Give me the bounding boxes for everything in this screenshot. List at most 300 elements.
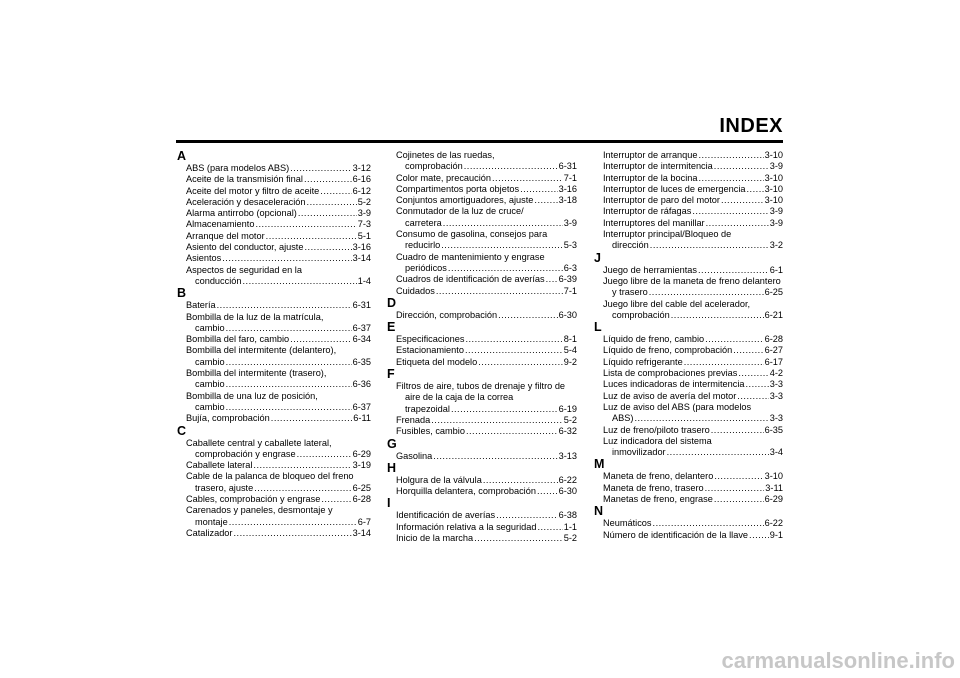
dot-leader bbox=[699, 173, 764, 184]
index-entry-page: 6-11 bbox=[353, 413, 371, 424]
index-entry-term: Asiento del conductor, ajuste bbox=[186, 242, 304, 253]
index-entry-heading: Bombilla del intermitente (delantero), bbox=[186, 345, 337, 356]
index-entry-term: ABS) bbox=[612, 413, 634, 424]
dot-leader bbox=[478, 357, 563, 368]
index-entry bbox=[177, 197, 371, 208]
index-entry-term: Caballete lateral bbox=[186, 460, 253, 471]
dot-leader bbox=[297, 449, 352, 460]
index-entry bbox=[594, 150, 783, 161]
index-entry-page: 6-19 bbox=[558, 403, 577, 414]
index-entry bbox=[387, 184, 577, 195]
index-entry bbox=[594, 310, 783, 321]
index-entry-term: Luces indicadoras de intermitencia bbox=[603, 379, 745, 390]
dot-leader bbox=[738, 368, 768, 379]
index-entry bbox=[387, 173, 577, 184]
index-entry-page: 6-36 bbox=[352, 379, 371, 390]
index-entry-heading: Luz indicadora del sistema bbox=[603, 435, 712, 446]
dot-leader bbox=[698, 265, 769, 276]
index-entry-page: 3-14 bbox=[352, 527, 371, 538]
dot-leader bbox=[451, 404, 558, 415]
index-entry-term: Interruptor de la bocina bbox=[603, 172, 698, 183]
index-entry bbox=[387, 451, 577, 462]
index-entry bbox=[387, 274, 577, 285]
dot-leader bbox=[737, 391, 768, 402]
index-entry-page: 6-28 bbox=[352, 494, 371, 505]
index-entry-page: 4-2 bbox=[769, 368, 783, 379]
index-entry-term: Dirección, comprobación bbox=[396, 309, 498, 320]
index-section-letter: J bbox=[594, 250, 601, 265]
index-entry-page: 3-9 bbox=[769, 206, 783, 217]
index-entry bbox=[594, 379, 783, 390]
index-entry bbox=[177, 186, 371, 197]
dot-leader bbox=[706, 218, 769, 229]
index-entry-page: 3-3 bbox=[769, 379, 783, 390]
dot-leader bbox=[496, 510, 558, 521]
index-entry bbox=[594, 265, 783, 276]
index-entry-term: Manetas de freno, engrase bbox=[603, 494, 713, 505]
index-section-letter: C bbox=[177, 423, 187, 438]
index-entry-page: 5-2 bbox=[563, 533, 577, 544]
index-entry-page: 6-12 bbox=[352, 185, 371, 196]
index-entry bbox=[387, 522, 577, 533]
dot-leader bbox=[714, 494, 764, 505]
dot-leader bbox=[483, 475, 558, 486]
index-entry bbox=[177, 402, 371, 413]
dot-leader bbox=[290, 163, 351, 174]
index-entry-page: 6-32 bbox=[558, 426, 577, 437]
index-entry-heading: Interruptor principal/Bloqueo de bbox=[603, 229, 732, 240]
index-entry bbox=[177, 494, 371, 505]
dot-leader bbox=[448, 263, 563, 274]
index-entry-term: Interruptores del manillar bbox=[603, 217, 705, 228]
index-entry-page: 6-31 bbox=[352, 300, 371, 311]
index-entry bbox=[594, 368, 783, 379]
index-entry bbox=[177, 323, 371, 334]
dot-leader bbox=[443, 218, 563, 229]
index-entry-page: 6-30 bbox=[558, 309, 577, 320]
index-entry-page: 3-2 bbox=[769, 240, 783, 251]
index-section-letter: H bbox=[387, 460, 397, 475]
index-section-letter: N bbox=[594, 504, 604, 519]
index-entry-page: 6-34 bbox=[352, 334, 371, 345]
index-entry bbox=[594, 184, 783, 195]
index-entry bbox=[177, 413, 371, 424]
dot-leader bbox=[721, 195, 764, 206]
dot-leader bbox=[298, 208, 357, 219]
index-entry-page: 6-17 bbox=[764, 356, 783, 367]
index-entry bbox=[177, 163, 371, 174]
index-entry bbox=[594, 425, 783, 436]
index-entry-page: 6-1 bbox=[769, 264, 783, 275]
index-entry bbox=[594, 173, 783, 184]
index-entry-page: 6-38 bbox=[558, 510, 577, 521]
index-entry bbox=[387, 510, 577, 521]
index-entry-page: 6-28 bbox=[764, 334, 783, 345]
index-entry-page: 3-18 bbox=[558, 195, 577, 206]
index-entry-heading: Filtros de aire, tubos de drenaje y filtro de bbox=[396, 381, 566, 392]
index-entry-term: comprobación bbox=[405, 161, 463, 172]
index-entry-term: montaje bbox=[195, 516, 228, 527]
index-entry-term: Compartimentos porta objetos bbox=[396, 183, 520, 194]
watermark-text: carmanualsonline.info bbox=[721, 648, 955, 673]
index-entry-page: 3-13 bbox=[558, 450, 577, 461]
page-title: INDEX bbox=[719, 115, 783, 137]
index-entry-term: reducirlo bbox=[405, 240, 441, 251]
index-entry-term: Color mate, precaución bbox=[396, 172, 491, 183]
index-entry-term: cambio bbox=[195, 401, 225, 412]
index-entry bbox=[177, 483, 371, 494]
index-entry-term: carretera bbox=[405, 217, 442, 228]
dot-leader bbox=[226, 323, 352, 334]
index-entry bbox=[594, 471, 783, 482]
dot-leader bbox=[226, 357, 352, 368]
dot-leader bbox=[233, 528, 351, 539]
dot-leader bbox=[304, 174, 352, 185]
index-entry-page: 1-1 bbox=[563, 521, 577, 532]
index-entry-page: 6-37 bbox=[352, 322, 371, 333]
index-entry-term: Luz de aviso de avería del motor bbox=[603, 390, 737, 401]
dot-leader bbox=[255, 219, 356, 230]
index-entry-term: Holgura de la válvula bbox=[396, 474, 482, 485]
index-entry bbox=[387, 218, 577, 229]
index-entry-term: Frenada bbox=[396, 414, 431, 425]
dot-leader bbox=[465, 334, 562, 345]
index-entry-page: 3-10 bbox=[764, 471, 783, 482]
index-entry bbox=[594, 413, 783, 424]
dot-leader bbox=[217, 300, 352, 311]
index-entry bbox=[387, 286, 577, 297]
dot-leader bbox=[464, 161, 558, 172]
index-entry bbox=[594, 483, 783, 494]
index-entry bbox=[177, 528, 371, 539]
index-entry-term: trasero, ajuste bbox=[195, 482, 254, 493]
dot-leader bbox=[692, 206, 768, 217]
index-entry-page: 3-16 bbox=[352, 242, 371, 253]
index-entry-term: Especificaciones bbox=[396, 334, 465, 345]
index-entry-term: Luz de freno/piloto trasero bbox=[603, 424, 710, 435]
index-entry-term: y trasero bbox=[612, 287, 648, 298]
index-entry bbox=[594, 334, 783, 345]
index-entry-page: 3-14 bbox=[352, 253, 371, 264]
index-entry-term: Interruptor de luces de emergencia bbox=[603, 183, 746, 194]
index-entry-page: 3-10 bbox=[764, 195, 783, 206]
index-entry-page: 6-31 bbox=[558, 161, 577, 172]
index-entry bbox=[594, 518, 783, 529]
index-entry bbox=[387, 263, 577, 274]
index-entry bbox=[177, 276, 371, 287]
index-entry-page: 6-30 bbox=[558, 486, 577, 497]
index-entry bbox=[594, 447, 783, 458]
index-entry bbox=[594, 357, 783, 368]
index-entry-heading: Bombilla de la luz de la matrícula, bbox=[186, 311, 324, 322]
dot-leader bbox=[271, 413, 353, 424]
index-entry-term: Aceite del motor y filtro de aceite bbox=[186, 185, 320, 196]
index-entry-heading: Bombilla del intermitente (trasero), bbox=[186, 368, 327, 379]
dot-leader bbox=[714, 471, 763, 482]
index-entry-term: Neumáticos bbox=[603, 518, 652, 529]
dot-leader bbox=[649, 287, 764, 298]
index-entry-heading: Cuadro de mantenimiento y engrase bbox=[396, 251, 545, 262]
index-entry-term: Horquilla delantera, comprobación bbox=[396, 486, 536, 497]
index-entry bbox=[594, 218, 783, 229]
index-entry-term: cambio bbox=[195, 356, 225, 367]
index-entry-page: 7-3 bbox=[357, 219, 371, 230]
index-entry-term: Fusibles, cambio bbox=[396, 426, 465, 437]
index-entry bbox=[387, 161, 577, 172]
index-entry-term: Juego de herramientas bbox=[603, 264, 697, 275]
dot-leader bbox=[733, 345, 763, 356]
index-entry bbox=[177, 242, 371, 253]
index-entry-page: 7-1 bbox=[563, 172, 577, 183]
index-entry-heading: Luz de aviso del ABS (para modelos bbox=[603, 401, 752, 412]
index-entry bbox=[387, 475, 577, 486]
index-entry-term: Interruptor de paro del motor bbox=[603, 195, 720, 206]
dot-leader bbox=[537, 522, 562, 533]
index-entry-page: 6-3 bbox=[563, 262, 577, 273]
dot-leader bbox=[226, 402, 352, 413]
index-entry-term: trapezoidal bbox=[405, 403, 450, 414]
index-entry-term: Lista de comprobaciones previas bbox=[603, 368, 738, 379]
index-entry-page: 6-25 bbox=[764, 287, 783, 298]
index-entry bbox=[177, 357, 371, 368]
index-entry-heading: Juego libre del cable del acelerador, bbox=[603, 298, 751, 309]
index-entry bbox=[387, 533, 577, 544]
index-entry bbox=[594, 391, 783, 402]
index-entry-term: cambio bbox=[195, 322, 225, 333]
index-entry-page: 3-9 bbox=[357, 208, 371, 219]
index-entry-page: 3-10 bbox=[764, 172, 783, 183]
index-entry-page: 3-19 bbox=[352, 460, 371, 471]
index-entry-page: 3-10 bbox=[764, 183, 783, 194]
index-entry-page: 6-37 bbox=[352, 401, 371, 412]
dot-leader bbox=[441, 240, 562, 251]
index-entry-term: Maneta de freno, trasero bbox=[603, 482, 704, 493]
index-section-letter: M bbox=[594, 457, 605, 472]
dot-leader bbox=[290, 334, 351, 345]
index-entry bbox=[177, 379, 371, 390]
index-section-letter: E bbox=[387, 320, 396, 335]
dot-leader bbox=[714, 161, 769, 172]
dot-leader bbox=[546, 274, 558, 285]
index-entry-term: Conjuntos amortiguadores, ajuste bbox=[396, 195, 534, 206]
index-entry-term: Alarma antirrobo (opcional) bbox=[186, 208, 297, 219]
index-entry-page: 9-2 bbox=[563, 356, 577, 367]
dot-leader bbox=[705, 334, 763, 345]
dot-leader bbox=[321, 494, 351, 505]
dot-leader bbox=[653, 518, 764, 529]
index-entry-term: Etiqueta del modelo bbox=[396, 356, 478, 367]
index-entry-page: 5-1 bbox=[357, 230, 371, 241]
dot-leader bbox=[266, 231, 357, 242]
index-entry-term: conducción bbox=[195, 275, 242, 286]
dot-leader bbox=[534, 195, 557, 206]
dot-leader bbox=[226, 379, 352, 390]
index-entry bbox=[594, 494, 783, 505]
index-entry-term: Cuadros de identificación de averías bbox=[396, 274, 545, 285]
index-entry bbox=[177, 174, 371, 185]
index-entry-page: 3-9 bbox=[563, 217, 577, 228]
dot-leader bbox=[745, 379, 768, 390]
index-entry bbox=[387, 334, 577, 345]
index-entry bbox=[594, 240, 783, 251]
index-entry-page: 3-10 bbox=[764, 150, 783, 160]
index-entry-page: 3-3 bbox=[769, 390, 783, 401]
index-entry-page: 3-3 bbox=[769, 413, 783, 424]
index-entry-heading: Carenados y paneles, desmontaje y bbox=[186, 505, 333, 516]
index-entry bbox=[177, 219, 371, 230]
index-entry bbox=[387, 240, 577, 251]
index-entry-page: 3-9 bbox=[769, 161, 783, 172]
index-section-letter: I bbox=[387, 496, 391, 511]
index-entry-heading: Cable de la palanca de bloqueo del freno bbox=[186, 471, 354, 482]
index-entry bbox=[177, 334, 371, 345]
index-entry-term: Bujía, comprobación bbox=[186, 413, 270, 424]
index-entry bbox=[177, 449, 371, 460]
index-entry-page: 3-4 bbox=[769, 447, 783, 458]
index-entry-page: 6-39 bbox=[558, 274, 577, 285]
index-entry-term: Interruptor de intermitencia bbox=[603, 161, 713, 172]
index-entry-page: 6-29 bbox=[352, 448, 371, 459]
index-entry-page: 8-1 bbox=[563, 334, 577, 345]
index-entry-page: 6-27 bbox=[764, 345, 783, 356]
dot-leader bbox=[711, 425, 764, 436]
index-entry bbox=[177, 517, 371, 528]
index-section-letter: G bbox=[387, 436, 397, 451]
index-entry-page: 6-16 bbox=[352, 174, 371, 185]
index-entry-heading: aire de la caja de la correa bbox=[405, 392, 514, 403]
index-entry-page: 6-25 bbox=[352, 482, 371, 493]
dot-leader bbox=[466, 426, 558, 437]
index-entry-page: 5-3 bbox=[563, 240, 577, 251]
dot-leader bbox=[431, 415, 562, 426]
index-entry-term: Interruptor de ráfagas bbox=[603, 206, 692, 217]
dot-leader bbox=[229, 517, 357, 528]
dot-leader bbox=[436, 286, 563, 297]
index-section-letter: F bbox=[387, 367, 395, 382]
index-column-1 bbox=[177, 150, 371, 539]
dot-leader bbox=[634, 413, 768, 424]
index-entry-page: 6-29 bbox=[764, 494, 783, 505]
index-entry-term: Cables, comprobación y engrase bbox=[186, 494, 321, 505]
index-entry bbox=[387, 345, 577, 356]
dot-leader bbox=[465, 345, 563, 356]
dot-leader bbox=[699, 150, 764, 161]
index-entry-term: Cuidados bbox=[396, 285, 435, 296]
index-entry-page: 9-1 bbox=[769, 529, 783, 540]
index-entry-page: 1-4 bbox=[357, 275, 371, 286]
index-entry-term: Aceleración y desaceleración bbox=[186, 196, 306, 207]
index-entry bbox=[177, 208, 371, 219]
dot-leader bbox=[304, 242, 351, 253]
index-entry-heading: Cojinetes de las ruedas, bbox=[396, 150, 495, 160]
index-entry-term: Líquido refrigerante bbox=[603, 356, 683, 367]
dot-leader bbox=[254, 483, 351, 494]
index-entry bbox=[177, 231, 371, 242]
index-entry-heading: Juego libre de la maneta de freno delantero bbox=[603, 275, 781, 286]
index-entry bbox=[177, 253, 371, 264]
index-entry-page: 6-21 bbox=[764, 309, 783, 320]
dot-leader bbox=[520, 184, 558, 195]
index-section-letter: D bbox=[387, 295, 397, 310]
dot-leader bbox=[747, 184, 764, 195]
index-entry-term: inmovilizador bbox=[612, 447, 666, 458]
index-entry-term: Aceite de la transmisión final bbox=[186, 174, 303, 185]
index-entry-term: Bombilla del faro, cambio bbox=[186, 334, 290, 345]
index-entry-page: 6-35 bbox=[764, 424, 783, 435]
index-entry-page: 6-22 bbox=[764, 518, 783, 529]
index-entry-heading: Consumo de gasolina, consejos para bbox=[396, 229, 548, 240]
index-entry-page: 3-9 bbox=[769, 217, 783, 228]
dot-leader bbox=[307, 197, 357, 208]
index-entry-term: Gasolina bbox=[396, 450, 433, 461]
index-entry-term: Catalizador bbox=[186, 527, 233, 538]
index-entry-term: Almacenamiento bbox=[186, 219, 255, 230]
index-entry-term: ABS (para modelos ABS) bbox=[186, 163, 290, 173]
index-entry bbox=[387, 310, 577, 321]
index-entry bbox=[177, 460, 371, 471]
index-entry-term: Identificación de averías bbox=[396, 510, 496, 521]
index-section-letter: L bbox=[594, 320, 602, 335]
index-entry-page: 6-22 bbox=[558, 474, 577, 485]
index-entry-page: 3-11 bbox=[765, 482, 783, 493]
dot-leader bbox=[667, 447, 769, 458]
index-entry-page: 6-7 bbox=[357, 516, 371, 527]
dot-leader bbox=[537, 486, 558, 497]
dot-leader bbox=[749, 530, 769, 541]
index-entry-heading: Caballete central y caballete lateral, bbox=[186, 437, 332, 448]
index-entry-term: comprobación bbox=[612, 309, 670, 320]
index-entry-term: periódicos bbox=[405, 262, 447, 273]
index-entry-term: Batería bbox=[186, 300, 216, 311]
index-section-letter: A bbox=[177, 149, 187, 163]
index-entry-heading: Bombilla de una luz de posición, bbox=[186, 390, 318, 401]
index-entry bbox=[594, 206, 783, 217]
dot-leader bbox=[474, 533, 563, 544]
index-entry bbox=[387, 404, 577, 415]
dot-leader bbox=[242, 276, 356, 287]
index-entry bbox=[594, 195, 783, 206]
dot-leader bbox=[320, 186, 351, 197]
index-entry-term: cambio bbox=[195, 379, 225, 390]
index-entry-heading: Conmutador de la luz de cruce/ bbox=[396, 206, 524, 217]
index-entry bbox=[387, 426, 577, 437]
index-entry-term: dirección bbox=[612, 240, 649, 251]
index-entry-page: 3-16 bbox=[558, 183, 577, 194]
index-entry-term: Asientos bbox=[186, 253, 222, 264]
index-entry-page: 6-35 bbox=[352, 356, 371, 367]
index-entry-term: comprobación y engrase bbox=[195, 448, 296, 459]
index-entry-term: Inicio de la marcha bbox=[396, 533, 474, 544]
index-entry-term: Líquido de freno, cambio bbox=[603, 334, 705, 345]
dot-leader bbox=[498, 310, 558, 321]
index-entry-term: Líquido de freno, comprobación bbox=[603, 345, 733, 356]
dot-leader bbox=[433, 451, 557, 462]
index-entry-page: 7-1 bbox=[563, 285, 577, 296]
index-entry-page: 3-12 bbox=[352, 163, 371, 173]
index-entry-term: Información relativa a la seguridad bbox=[396, 521, 537, 532]
index-entry bbox=[594, 287, 783, 298]
dot-leader bbox=[705, 483, 765, 494]
dot-leader bbox=[684, 357, 764, 368]
index-entry bbox=[594, 530, 783, 541]
index-entry-term: Maneta de freno, delantero bbox=[603, 471, 714, 482]
dot-leader bbox=[253, 460, 351, 471]
index-entry-page: 5-2 bbox=[563, 414, 577, 425]
title-rule bbox=[176, 140, 783, 143]
index-column-3 bbox=[594, 150, 783, 541]
dot-leader bbox=[650, 240, 769, 251]
index-entry-term: Interruptor de arranque bbox=[603, 150, 698, 160]
